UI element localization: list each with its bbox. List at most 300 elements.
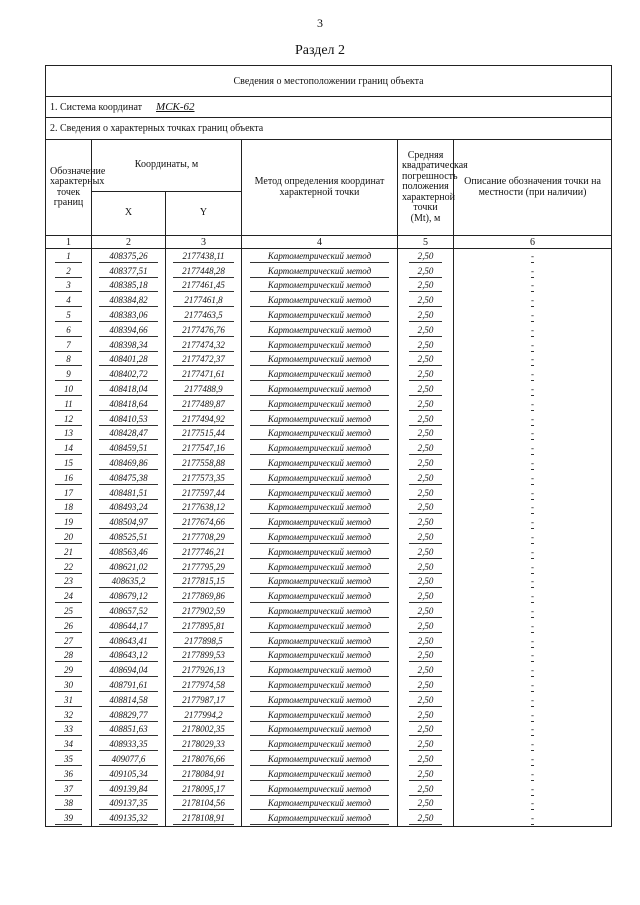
y-coordinate-cell: [166, 382, 242, 397]
y-coordinate-cell-text: 2177899,53: [173, 649, 235, 662]
description-cell-text: -: [531, 517, 535, 528]
point-number-cell-text: 15: [55, 457, 82, 470]
error-cell-text: 2,50: [409, 265, 442, 278]
description-cell-text: -: [531, 280, 535, 291]
description-cell: [454, 323, 612, 338]
error-cell: [398, 293, 454, 308]
point-number-cell: [46, 367, 92, 382]
error-cell-text: 2,50: [409, 635, 442, 648]
y-coordinate-cell-text: 2177895,81: [173, 620, 235, 633]
description-cell: [454, 530, 612, 545]
x-coordinate-cell-text: 408644,17: [99, 620, 159, 633]
method-cell-text: Картометрический метод: [250, 487, 390, 500]
description-cell-text: -: [531, 295, 535, 306]
y-coordinate-cell: [166, 471, 242, 486]
point-number-cell: [46, 604, 92, 619]
y-coordinate-cell-text: 2177926,13: [173, 664, 235, 677]
x-coordinate-cell-text: 408401,28: [99, 353, 159, 366]
point-number-cell-text: 10: [55, 383, 82, 396]
description-cell-text: -: [531, 606, 535, 617]
description-cell: [454, 367, 612, 382]
method-cell-text: Картометрический метод: [250, 353, 390, 366]
point-number-cell: [46, 649, 92, 664]
point-number-cell: [46, 456, 92, 471]
table-row: [46, 279, 612, 294]
error-cell: [398, 796, 454, 811]
x-coordinate-cell: [92, 382, 166, 397]
y-coordinate-cell: [166, 811, 242, 826]
description-cell: [454, 678, 612, 693]
method-cell: [242, 293, 398, 308]
x-coordinate-cell: [92, 545, 166, 560]
error-cell-text: 2,50: [409, 353, 442, 366]
y-coordinate-cell: [166, 545, 242, 560]
method-cell-text: Картометрический метод: [250, 768, 390, 781]
y-coordinate-cell: [166, 367, 242, 382]
method-cell: [242, 308, 398, 323]
description-cell-text: -: [531, 798, 535, 809]
table-row: [46, 811, 612, 826]
point-number-cell: [46, 427, 92, 442]
method-cell: [242, 515, 398, 530]
point-number-cell-text: 1: [55, 250, 82, 263]
point-number-cell-text: 27: [55, 635, 82, 648]
x-coordinate-cell: [92, 678, 166, 693]
point-number-cell: [46, 678, 92, 693]
description-cell: [454, 382, 612, 397]
y-coordinate-cell: [166, 589, 242, 604]
point-number-cell-text: 6: [55, 324, 82, 337]
point-number-cell-text: 4: [55, 294, 82, 307]
method-cell-text: Картометрический метод: [250, 649, 390, 662]
x-coordinate-cell-text: 408621,02: [99, 561, 159, 574]
method-cell: [242, 752, 398, 767]
table-row: [46, 338, 612, 353]
y-coordinate-cell-text: 2177489,87: [173, 398, 235, 411]
error-cell: [398, 308, 454, 323]
table-row: [46, 323, 612, 338]
x-coordinate-cell: [92, 723, 166, 738]
method-cell-text: Картометрический метод: [250, 472, 390, 485]
x-coordinate-cell-text: 408377,51: [99, 265, 159, 278]
table-row: [46, 604, 612, 619]
error-cell-text: 2,50: [409, 709, 442, 722]
point-number-cell: [46, 663, 92, 678]
error-cell: [398, 471, 454, 486]
method-cell-text: Картометрический метод: [250, 753, 390, 766]
error-cell: [398, 634, 454, 649]
description-cell: [454, 545, 612, 560]
method-cell: [242, 619, 398, 634]
point-number-cell: [46, 308, 92, 323]
y-coordinate-cell: [166, 678, 242, 693]
method-cell: [242, 708, 398, 723]
x-coordinate-cell: [92, 323, 166, 338]
y-coordinate-cell: [166, 264, 242, 279]
description-cell: [454, 293, 612, 308]
point-number-cell-text: 23: [55, 575, 82, 588]
method-cell: [242, 441, 398, 456]
method-cell: [242, 486, 398, 501]
method-cell: [242, 634, 398, 649]
x-coordinate-cell-text: 409077,6: [99, 753, 159, 766]
error-cell-text: 2,50: [409, 457, 442, 470]
y-coordinate-cell: [166, 693, 242, 708]
point-number-cell-text: 25: [55, 605, 82, 618]
table-row: [46, 767, 612, 782]
description-cell-text: -: [531, 354, 535, 365]
y-coordinate-cell: [166, 530, 242, 545]
y-coordinate-cell-text: 2177547,16: [173, 442, 235, 455]
y-coordinate-cell: [166, 308, 242, 323]
description-cell-text: -: [531, 413, 535, 424]
x-coordinate-cell: [92, 397, 166, 412]
method-cell-text: Картометрический метод: [250, 635, 390, 648]
y-coordinate-cell-text: 2177461,45: [173, 279, 235, 292]
y-coordinate-cell-text: 2178104,56: [173, 797, 235, 810]
error-cell: [398, 545, 454, 560]
description-cell: [454, 264, 612, 279]
table-row: [46, 737, 612, 752]
x-coordinate-cell: [92, 708, 166, 723]
description-cell: [454, 589, 612, 604]
description-cell-text: -: [531, 635, 535, 646]
point-number-cell-text: 21: [55, 546, 82, 559]
point-number-cell: [46, 486, 92, 501]
point-number-cell: [46, 708, 92, 723]
x-coordinate-cell: [92, 293, 166, 308]
x-coordinate-cell: [92, 501, 166, 516]
table-row: [46, 264, 612, 279]
x-coordinate-cell: [92, 471, 166, 486]
description-cell: [454, 767, 612, 782]
point-number-cell-text: 37: [55, 783, 82, 796]
method-cell: [242, 693, 398, 708]
method-cell-text: Картометрический метод: [250, 501, 390, 514]
y-coordinate-cell-text: 2177494,92: [173, 413, 235, 426]
method-cell-text: Картометрический метод: [250, 457, 390, 470]
error-cell: [398, 752, 454, 767]
description-cell-text: -: [531, 576, 535, 587]
table-body: [46, 249, 612, 827]
error-cell-text: 2,50: [409, 561, 442, 574]
x-coordinate-cell: [92, 441, 166, 456]
description-cell: [454, 412, 612, 427]
error-cell: [398, 560, 454, 575]
y-coordinate-cell: [166, 560, 242, 575]
error-cell: [398, 619, 454, 634]
x-coordinate-cell: [92, 249, 166, 264]
header-x: X: [92, 192, 166, 236]
point-number-cell: [46, 560, 92, 575]
y-coordinate-cell-text: 2177674,66: [173, 516, 235, 529]
error-cell-text: 2,50: [409, 309, 442, 322]
point-number-cell-text: 39: [55, 812, 82, 825]
error-cell-text: 2,50: [409, 294, 442, 307]
y-coordinate-cell: [166, 723, 242, 738]
method-cell-text: Картометрический метод: [250, 442, 390, 455]
error-cell: [398, 264, 454, 279]
method-cell-text: Картометрический метод: [250, 709, 390, 722]
description-cell: [454, 353, 612, 368]
point-number-cell-text: 38: [55, 797, 82, 810]
description-cell: [454, 501, 612, 516]
point-number-cell: [46, 249, 92, 264]
description-cell-text: -: [531, 739, 535, 750]
table-row: [46, 575, 612, 590]
description-cell-text: -: [531, 546, 535, 557]
x-coordinate-cell: [92, 619, 166, 634]
y-coordinate-cell-text: 2178108,91: [173, 812, 235, 825]
description-cell: [454, 649, 612, 664]
y-coordinate-cell-text: 2177902,59: [173, 605, 235, 618]
table-row: [46, 723, 612, 738]
error-cell: [398, 767, 454, 782]
method-cell-text: Картометрический метод: [250, 575, 390, 588]
y-coordinate-cell-text: 2177438,11: [173, 250, 235, 263]
y-coordinate-cell: [166, 782, 242, 797]
y-coordinate-cell: [166, 249, 242, 264]
y-coordinate-cell: [166, 752, 242, 767]
method-cell: [242, 338, 398, 353]
point-number-cell-text: 28: [55, 649, 82, 662]
error-cell-text: 2,50: [409, 501, 442, 514]
description-cell-text: -: [531, 443, 535, 454]
description-cell-text: -: [531, 369, 535, 380]
x-coordinate-cell-text: 408418,64: [99, 398, 159, 411]
x-coordinate-cell-text: 408829,77: [99, 709, 159, 722]
description-cell-text: -: [531, 265, 535, 276]
coord-system-label: 1. Система координат: [50, 102, 143, 113]
description-cell-text: -: [531, 487, 535, 498]
x-coordinate-cell-text: 408814,58: [99, 694, 159, 707]
y-coordinate-cell: [166, 796, 242, 811]
x-coordinate-cell: [92, 649, 166, 664]
x-coordinate-cell-text: 408418,04: [99, 383, 159, 396]
y-coordinate-cell: [166, 441, 242, 456]
x-coordinate-cell-text: 408493,24: [99, 501, 159, 514]
column-number: 2: [92, 236, 166, 249]
x-coordinate-cell-text: 408384,82: [99, 294, 159, 307]
description-cell-text: -: [531, 680, 535, 690]
y-coordinate-cell-text: 2177558,88: [173, 457, 235, 470]
point-number-cell: [46, 441, 92, 456]
description-cell: [454, 663, 612, 678]
x-coordinate-cell: [92, 782, 166, 797]
error-cell-text: 2,50: [409, 487, 442, 500]
x-coordinate-cell: [92, 264, 166, 279]
error-cell: [398, 427, 454, 442]
x-coordinate-cell-text: 408657,52: [99, 605, 159, 618]
method-cell: [242, 782, 398, 797]
point-number-cell-text: 14: [55, 442, 82, 455]
x-coordinate-cell-text: 408643,12: [99, 649, 159, 662]
point-number-cell: [46, 397, 92, 412]
method-cell-text: Картометрический метод: [250, 413, 390, 426]
error-cell-text: 2,50: [409, 575, 442, 588]
table-row: [46, 382, 612, 397]
table-row: [46, 353, 612, 368]
point-number-cell-text: 22: [55, 561, 82, 574]
x-coordinate-cell-text: 408402,72: [99, 368, 159, 381]
x-coordinate-cell-text: 408933,35: [99, 738, 159, 751]
method-cell-text: Картометрический метод: [250, 620, 390, 633]
method-cell: [242, 427, 398, 442]
method-cell-text: Картометрический метод: [250, 664, 390, 677]
description-cell: [454, 723, 612, 738]
description-cell-text: -: [531, 753, 535, 764]
description-cell-text: -: [531, 709, 535, 720]
y-coordinate-cell: [166, 767, 242, 782]
x-coordinate-cell-text: 409105,34: [99, 768, 159, 781]
point-number-cell-text: 5: [55, 309, 82, 322]
method-cell-text: Картометрический метод: [250, 339, 390, 352]
error-cell-text: 2,50: [409, 383, 442, 396]
y-coordinate-cell: [166, 427, 242, 442]
method-cell-text: Картометрический метод: [250, 546, 390, 559]
x-coordinate-cell: [92, 575, 166, 590]
error-cell-text: 2,50: [409, 753, 442, 766]
table-row: [46, 249, 612, 264]
error-cell: [398, 589, 454, 604]
point-number-cell-text: 20: [55, 531, 82, 544]
error-cell-text: 2,50: [409, 279, 442, 292]
description-cell-text: -: [531, 561, 535, 572]
description-cell-text: -: [531, 591, 535, 602]
y-coordinate-cell-text: 2177471,61: [173, 368, 235, 381]
error-cell-text: 2,50: [409, 590, 442, 603]
y-coordinate-cell-text: 2178029,33: [173, 738, 235, 751]
method-cell-text: Картометрический метод: [250, 250, 390, 263]
method-cell: [242, 382, 398, 397]
x-coordinate-cell: [92, 604, 166, 619]
method-cell: [242, 264, 398, 279]
description-cell-text: -: [531, 532, 535, 543]
method-cell: [242, 604, 398, 619]
y-coordinate-cell-text: 2177708,29: [173, 531, 235, 544]
x-coordinate-cell: [92, 752, 166, 767]
point-number-cell-text: 30: [55, 679, 82, 692]
point-number-cell: [46, 530, 92, 545]
y-coordinate-cell-text: 2177869,86: [173, 590, 235, 603]
x-coordinate-cell-text: 408475,38: [99, 472, 159, 485]
y-coordinate-cell-text: 2177987,17: [173, 694, 235, 707]
description-cell-text: -: [531, 724, 535, 735]
description-cell-text: -: [531, 250, 535, 261]
point-number-cell-text: 32: [55, 709, 82, 722]
point-number-cell-text: 26: [55, 620, 82, 633]
table-row: [46, 693, 612, 708]
method-cell-text: Картометрический метод: [250, 531, 390, 544]
y-coordinate-cell-text: 2177597,44: [173, 487, 235, 500]
header-y: Y: [166, 192, 242, 236]
error-cell-text: 2,50: [409, 738, 442, 751]
y-coordinate-cell: [166, 293, 242, 308]
method-cell-text: Картометрический метод: [250, 324, 390, 337]
header-point-designation: Обозначение характерных точек границ: [46, 140, 92, 236]
point-number-cell: [46, 634, 92, 649]
y-coordinate-cell-text: 2178095,17: [173, 783, 235, 796]
method-cell: [242, 649, 398, 664]
point-number-cell: [46, 264, 92, 279]
table-title: Сведения о местоположении границ объекта: [46, 66, 612, 97]
method-cell: [242, 767, 398, 782]
y-coordinate-cell: [166, 456, 242, 471]
description-cell-text: -: [531, 665, 535, 676]
y-coordinate-cell-text: 2177515,44: [173, 427, 235, 440]
table-row: [46, 589, 612, 604]
error-cell-text: 2,50: [409, 723, 442, 736]
x-coordinate-cell-text: 408375,26: [99, 250, 159, 263]
table-row: [46, 293, 612, 308]
error-cell-text: 2,50: [409, 427, 442, 440]
error-cell-text: 2,50: [409, 783, 442, 796]
description-cell-text: -: [531, 768, 535, 779]
error-cell-text: 2,50: [409, 339, 442, 352]
x-coordinate-cell: [92, 308, 166, 323]
y-coordinate-cell-text: 2178084,91: [173, 768, 235, 781]
x-coordinate-cell-text: 408791,61: [99, 679, 159, 692]
table-row: [46, 486, 612, 501]
method-cell-text: Картометрический метод: [250, 398, 390, 411]
error-cell: [398, 367, 454, 382]
x-coordinate-cell: [92, 338, 166, 353]
error-cell-text: 2,50: [409, 413, 442, 426]
y-coordinate-cell-text: 2177488,9: [173, 383, 235, 396]
error-cell: [398, 441, 454, 456]
error-cell: [398, 723, 454, 738]
error-cell: [398, 353, 454, 368]
description-cell: [454, 752, 612, 767]
y-coordinate-cell-text: 2177472,37: [173, 353, 235, 366]
error-cell-text: 2,50: [409, 605, 442, 618]
y-coordinate-cell: [166, 575, 242, 590]
point-number-cell-text: 13: [55, 427, 82, 440]
description-cell: [454, 441, 612, 456]
y-coordinate-cell-text: 2178002,35: [173, 723, 235, 736]
point-number-cell: [46, 293, 92, 308]
method-cell: [242, 367, 398, 382]
table-row: [46, 752, 612, 767]
method-cell-text: Картометрический метод: [250, 590, 390, 603]
section-title: Раздел 2: [294, 43, 346, 58]
error-cell: [398, 663, 454, 678]
column-number: 3: [166, 236, 242, 249]
table-row: [46, 619, 612, 634]
y-coordinate-cell-text: 2178076,66: [173, 753, 235, 766]
column-number: 4: [242, 236, 398, 249]
table-row: [46, 782, 612, 797]
header-coordinates: Координаты, м: [92, 140, 242, 192]
description-cell: [454, 515, 612, 530]
method-cell-text: Картометрический метод: [250, 368, 390, 381]
x-coordinate-cell: [92, 279, 166, 294]
point-number-cell: [46, 515, 92, 530]
method-cell: [242, 530, 398, 545]
description-cell: [454, 737, 612, 752]
x-coordinate-cell-text: 408694,04: [99, 664, 159, 677]
error-cell: [398, 249, 454, 264]
method-cell-text: Картометрический метод: [250, 783, 390, 796]
table-row: [46, 515, 612, 530]
method-cell: [242, 737, 398, 752]
description-cell: [454, 308, 612, 323]
table-row: [46, 441, 612, 456]
error-cell-text: 2,50: [409, 694, 442, 707]
method-cell: [242, 279, 398, 294]
error-cell: [398, 486, 454, 501]
point-number-cell: [46, 737, 92, 752]
